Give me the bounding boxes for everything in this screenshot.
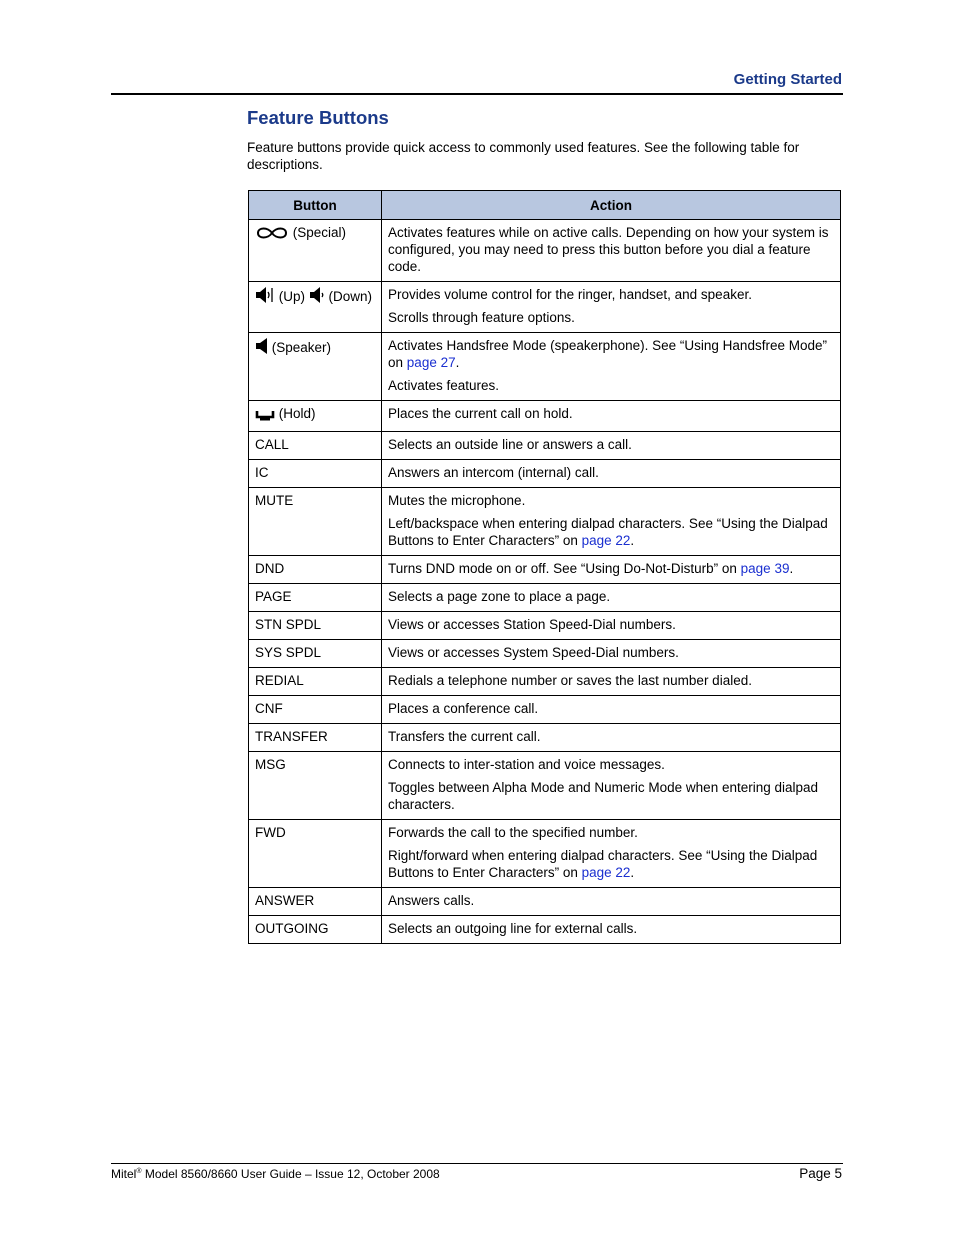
special-infinity-icon	[255, 226, 289, 244]
header-rule	[111, 93, 843, 95]
button-cell: CALL	[249, 432, 382, 460]
action-cell	[382, 460, 841, 488]
button-cell: ANSWER	[249, 888, 382, 916]
table-row	[249, 916, 841, 944]
hold-icon	[255, 405, 275, 425]
action-text: Selects an outside line or answers a call.	[388, 437, 632, 452]
column-header-action: Action	[382, 191, 841, 220]
action-cell	[382, 432, 841, 460]
table-row	[249, 696, 841, 724]
page-27-link[interactable]: page 27	[406, 355, 456, 370]
action-text: Mutes the microphone.	[388, 493, 526, 508]
volume-up-icon	[255, 286, 275, 308]
action-text: Places a conference call.	[388, 701, 539, 716]
action-text: Selects a page zone to place a page.	[388, 589, 611, 604]
button-cell: MUTE	[249, 488, 382, 556]
button-cell: PAGE	[249, 584, 382, 612]
table-row	[249, 668, 841, 696]
action-cell	[382, 888, 841, 916]
action-text: Redials a telephone number or saves the last number dialed.	[388, 673, 752, 688]
button-cell: DND	[249, 556, 382, 584]
page-22-link[interactable]: page 22	[581, 533, 631, 548]
column-header-button: Button	[249, 191, 382, 220]
button-cell: REDIAL	[249, 668, 382, 696]
table-row	[249, 460, 841, 488]
table-row	[249, 888, 841, 916]
intro-paragraph: Feature buttons provide quick access to commonly used features. See the following table for descriptions.	[247, 140, 800, 172]
action-text: Activates Handsfree Mode (speakerphone). See “Using Handsfree Mode” on page 27.	[388, 338, 827, 370]
table-row	[249, 724, 841, 752]
action-text: Answers calls.	[388, 893, 475, 908]
button-label: (Speaker)	[271, 340, 332, 355]
table-row	[249, 752, 841, 820]
action-cell	[382, 220, 841, 282]
button-cell: MSG	[249, 752, 382, 820]
volume-down-icon	[309, 286, 325, 308]
action-text: Transfers the current call.	[388, 729, 541, 744]
table-row	[249, 820, 841, 888]
button-cell: SYS SPDL	[249, 640, 382, 668]
button-label: (Hold)	[278, 406, 316, 421]
table-row	[249, 488, 841, 556]
action-text: Provides volume control for the ringer, handset, and speaker.	[388, 287, 752, 302]
table-row	[249, 640, 841, 668]
action-cell	[382, 282, 841, 333]
action-text: Forwards the call to the specified number.	[388, 825, 638, 840]
footer-document-info: Mitel® Model 8560/8660 User Guide – Issue 12, October 2008	[111, 1167, 440, 1181]
table-row	[249, 333, 841, 401]
action-text: Connects to inter-station and voice messages.	[388, 757, 665, 772]
page-39-link[interactable]: page 39	[740, 561, 790, 576]
action-cell	[382, 752, 841, 820]
table-row	[249, 612, 841, 640]
button-cell: FWD	[249, 820, 382, 888]
table-row	[249, 556, 841, 584]
action-cell	[382, 556, 841, 584]
action-text: Right/forward when entering dialpad characters. See “Using the Dialpad Buttons to Enter Characters” on page 22.	[388, 848, 818, 880]
button-label-down: (Down)	[328, 289, 373, 304]
action-cell	[382, 401, 841, 432]
speaker-icon	[255, 337, 268, 359]
table-header-row	[249, 191, 841, 220]
action-text: Left/backspace when entering dialpad characters. See “Using the Dialpad Buttons to Enter Characters” on page 22.	[388, 516, 828, 548]
action-cell	[382, 333, 841, 401]
page-number: Page 5	[799, 1166, 842, 1181]
table-row	[249, 282, 841, 333]
action-cell	[382, 696, 841, 724]
action-text: Activates features while on active calls. Depending on how your system is configured, you may need to press this button before you dial a feature code.	[388, 225, 829, 274]
action-cell	[382, 584, 841, 612]
button-cell: STN SPDL	[249, 612, 382, 640]
button-cell	[249, 220, 382, 282]
action-text: Views or accesses Station Speed-Dial numbers.	[388, 617, 676, 632]
running-header: Getting Started	[733, 71, 842, 88]
action-text: Selects an outgoing line for external calls.	[388, 921, 638, 936]
action-text: Views or accesses System Speed-Dial numbers.	[388, 645, 679, 660]
action-cell	[382, 488, 841, 556]
action-cell	[382, 668, 841, 696]
table-row	[249, 401, 841, 432]
footer-rule	[111, 1163, 843, 1164]
action-cell	[382, 640, 841, 668]
action-text: Places the current call on hold.	[388, 406, 573, 421]
button-cell: IC	[249, 460, 382, 488]
table-row	[249, 220, 841, 282]
button-cell: OUTGOING	[249, 916, 382, 944]
button-cell: TRANSFER	[249, 724, 382, 752]
button-label-up: (Up)	[278, 289, 306, 304]
button-cell	[249, 401, 382, 432]
action-text: Turns DND mode on or off. See “Using Do-Not-Disturb” on page 39.	[388, 561, 794, 576]
action-cell	[382, 724, 841, 752]
table-row	[249, 432, 841, 460]
button-label: (Special)	[292, 225, 347, 240]
section-title: Feature Buttons	[247, 107, 389, 128]
action-text: Scrolls through feature options.	[388, 310, 575, 325]
button-cell	[249, 333, 382, 401]
action-cell	[382, 820, 841, 888]
action-text: Toggles between Alpha Mode and Numeric Mode when entering dialpad characters.	[388, 780, 819, 812]
action-cell	[382, 612, 841, 640]
feature-buttons-table	[248, 190, 841, 944]
action-text: Answers an intercom (internal) call.	[388, 465, 599, 480]
table-row	[249, 584, 841, 612]
button-cell: CNF	[249, 696, 382, 724]
button-cell	[249, 282, 382, 333]
page-22-link[interactable]: page 22	[581, 865, 631, 880]
action-cell	[382, 916, 841, 944]
action-text: Activates features.	[388, 378, 500, 393]
